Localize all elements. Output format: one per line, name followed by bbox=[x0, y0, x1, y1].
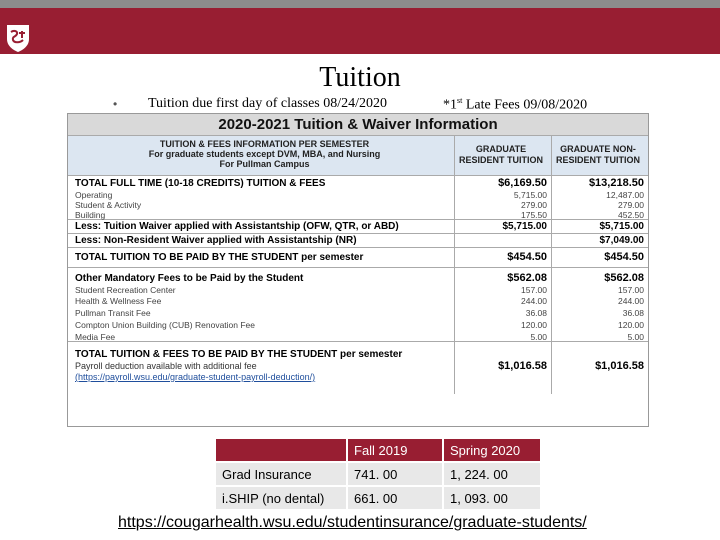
total-full-time-block bbox=[68, 176, 648, 220]
nonresident-column-header: GRADUATE NON-RESIDENT TUITION bbox=[555, 144, 640, 165]
grad-insurance-fall: 741. 00 bbox=[347, 462, 443, 486]
insurance-header-row bbox=[215, 438, 541, 462]
media-fee-label: Media Fee bbox=[75, 332, 116, 342]
cub-renovation-label: Compton Union Building (CUB) Renovation Fee bbox=[75, 320, 256, 330]
operating-resident: 5,715.00 bbox=[513, 190, 547, 200]
iship-fall: 661. 00 bbox=[347, 486, 443, 510]
insurance-header-spring: Spring 2020 bbox=[443, 438, 541, 462]
mandatory-resident: $562.08 bbox=[507, 272, 547, 284]
nonresident-waiver-row bbox=[68, 234, 648, 248]
late-fees-text: *1st Late Fees 09/08/2020 bbox=[443, 96, 588, 113]
total-full-time-resident: $6,169.50 bbox=[498, 177, 547, 189]
building-nonresident: 452.50 bbox=[618, 210, 644, 220]
total-full-time-nonresident: $13,218.50 bbox=[588, 177, 644, 189]
total-student-row bbox=[68, 248, 648, 268]
health-wellness-nonresident: 244.00 bbox=[618, 296, 644, 306]
rec-center-label: Student Recreation Center bbox=[75, 285, 176, 295]
resident-column-header: GRADUATE RESIDENT TUITION bbox=[455, 136, 552, 175]
tuition-waiver-label: Less: Tuition Waiver applied with Assistantship (OFW, QTR, or ABD) bbox=[68, 220, 455, 233]
iship-label: i.SHIP (no dental) bbox=[215, 486, 347, 510]
total-full-time-label: TOTAL FULL TIME (10-18 CREDITS) TUITION & FEES bbox=[75, 178, 326, 189]
payroll-deduction-link[interactable]: (https://payroll.wsu.edu/graduate-student-payroll-deduction/) bbox=[75, 372, 316, 382]
tuition-waiver-document bbox=[67, 113, 649, 427]
nonresident-waiver-resident bbox=[455, 234, 552, 247]
grand-total-label: TOTAL TUITION & FEES TO BE PAID BY THE STUDENT per semester bbox=[75, 349, 403, 360]
health-wellness-resident: 244.00 bbox=[521, 296, 547, 306]
header-line-3: For Pullman Campus bbox=[219, 159, 310, 169]
grand-total-nonresident: $1,016.58 bbox=[595, 360, 644, 372]
grad-insurance-spring: 1, 224. 00 bbox=[443, 462, 541, 486]
media-fee-nonresident: 5.00 bbox=[627, 332, 644, 342]
media-fee-resident: 5.00 bbox=[530, 332, 547, 342]
health-wellness-label: Health & Wellness Fee bbox=[75, 296, 162, 306]
tuition-due-text: Tuition due first day of classes 08/24/2020 bbox=[148, 96, 388, 111]
building-label: Building bbox=[75, 210, 106, 220]
document-header-row bbox=[68, 136, 648, 176]
operating-label: Operating bbox=[75, 190, 113, 200]
mandatory-fees-label: Other Mandatory Fees to be Paid by the Student bbox=[75, 273, 304, 284]
header-line-1: TUITION & FEES INFORMATION PER SEMESTER bbox=[159, 139, 370, 149]
slide-title: Tuition bbox=[319, 62, 401, 93]
mandatory-fees-block bbox=[68, 268, 648, 342]
table-row bbox=[215, 462, 541, 486]
header-banner bbox=[0, 8, 720, 54]
document-title: 2020-2021 Tuition & Waiver Information bbox=[68, 114, 648, 136]
cougarhealth-link[interactable]: https://cougarhealth.wsu.edu/studentinsurance/graduate-students/ bbox=[118, 514, 587, 531]
top-gray-bar bbox=[0, 0, 720, 8]
tuition-waiver-nonresident: $5,715.00 bbox=[599, 221, 644, 232]
insurance-table bbox=[214, 437, 542, 511]
cub-renovation-nonresident: 120.00 bbox=[618, 320, 644, 330]
operating-nonresident: 12,487.00 bbox=[606, 190, 644, 200]
transit-fee-nonresident: 36.08 bbox=[622, 308, 644, 318]
total-student-resident: $454.50 bbox=[455, 248, 552, 267]
iship-spring: 1, 093. 00 bbox=[443, 486, 541, 510]
grand-total-block bbox=[68, 342, 648, 394]
wsu-shield-logo-icon bbox=[5, 23, 31, 53]
header-line-2: For graduate students except DVM, MBA, and Nursing bbox=[148, 149, 381, 159]
transit-fee-resident: 36.08 bbox=[525, 308, 547, 318]
building-resident: 175.50 bbox=[521, 210, 547, 220]
student-activity-label: Student & Activity bbox=[75, 200, 142, 210]
bullet-dot-icon: • bbox=[113, 97, 118, 111]
total-student-label: TOTAL TUITION TO BE PAID BY THE STUDENT per semester bbox=[68, 248, 455, 267]
student-activity-resident: 279.00 bbox=[521, 200, 547, 210]
rec-center-nonresident: 157.00 bbox=[618, 285, 644, 295]
tuition-waiver-resident: $5,715.00 bbox=[455, 220, 552, 233]
nonresident-waiver-nonresident: $7,049.00 bbox=[599, 235, 644, 246]
tuition-waiver-row bbox=[68, 220, 648, 234]
cub-renovation-resident: 120.00 bbox=[521, 320, 547, 330]
total-student-nonresident: $454.50 bbox=[604, 251, 644, 263]
grad-insurance-label: Grad Insurance bbox=[215, 462, 347, 486]
grand-total-resident: $1,016.58 bbox=[455, 342, 552, 394]
payroll-note: Payroll deduction available with additional fee bbox=[75, 361, 257, 371]
student-activity-nonresident: 279.00 bbox=[618, 200, 644, 210]
rec-center-resident: 157.00 bbox=[521, 285, 547, 295]
transit-fee-label: Pullman Transit Fee bbox=[75, 308, 151, 318]
table-row bbox=[215, 486, 541, 510]
insurance-header-fall: Fall 2019 bbox=[347, 438, 443, 462]
mandatory-nonresident: $562.08 bbox=[604, 272, 644, 284]
nonresident-waiver-label: Less: Non-Resident Waiver applied with Assistantship (NR) bbox=[68, 234, 455, 247]
insurance-header-blank bbox=[215, 438, 347, 462]
